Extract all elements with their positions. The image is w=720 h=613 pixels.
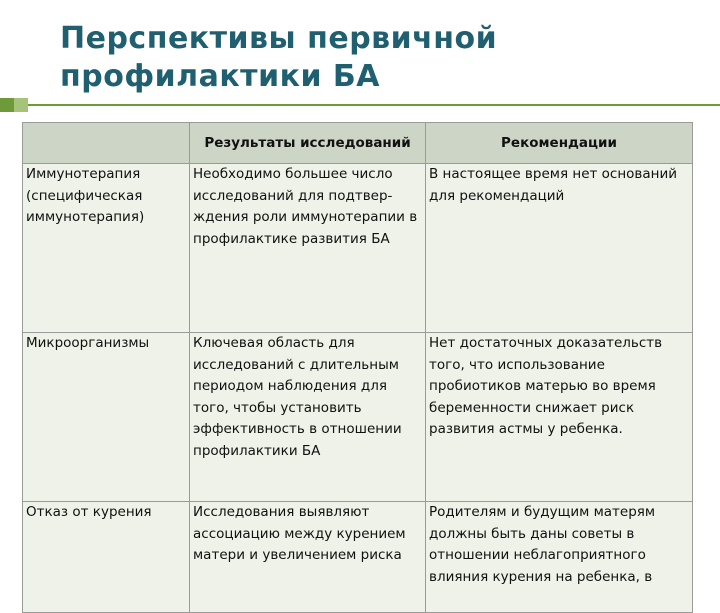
- header-factor: [23, 123, 190, 164]
- cell-results: Необходимо большее число исследований для подтвер- ждения роли иммунотерапии в профилактике развития БА: [190, 164, 426, 333]
- cell-factor: Микроорганизмы: [23, 333, 190, 502]
- header-recommendations: Рекомендации: [426, 123, 693, 164]
- header-results: Результаты исследований: [190, 123, 426, 164]
- cell-factor: Отказ от курения: [23, 502, 190, 613]
- cell-recommendation: Нет достаточных доказательств того, что использование пробиотиков матерью во время беременности снижает риск развития астмы у ребенка.: [426, 333, 693, 502]
- cell-recommendation: В настоящее время нет оснований для рекомендаций: [426, 164, 693, 333]
- cell-results: Ключевая область для исследований с длительным периодом наблюдения для того, чтобы установить эффективность в отношении профилактики БА: [190, 333, 426, 502]
- table-row: [23, 333, 693, 502]
- accent-square-dark: [0, 98, 14, 112]
- table-row: [23, 164, 693, 333]
- cell-recommendation: Родителям и будущим матерям должны быть даны советы в отношении неблагоприятного влияния курения на ребенка, в: [426, 502, 693, 613]
- accent-square-light: [14, 98, 28, 112]
- table-row: [23, 502, 693, 613]
- title-divider: [28, 104, 720, 106]
- prevention-table: [22, 122, 693, 613]
- table-header-row: [23, 123, 693, 164]
- cell-factor: Иммунотерапия (специфическая иммунотерапия): [23, 164, 190, 333]
- page-title: [60, 20, 700, 96]
- page-title-line-1: Перспективы первичной: [60, 21, 498, 56]
- cell-results: Исследования выявляют ассоциацию между курением матери и увеличением риска: [190, 502, 426, 613]
- page-title-line-2: профилактики БА: [60, 59, 380, 94]
